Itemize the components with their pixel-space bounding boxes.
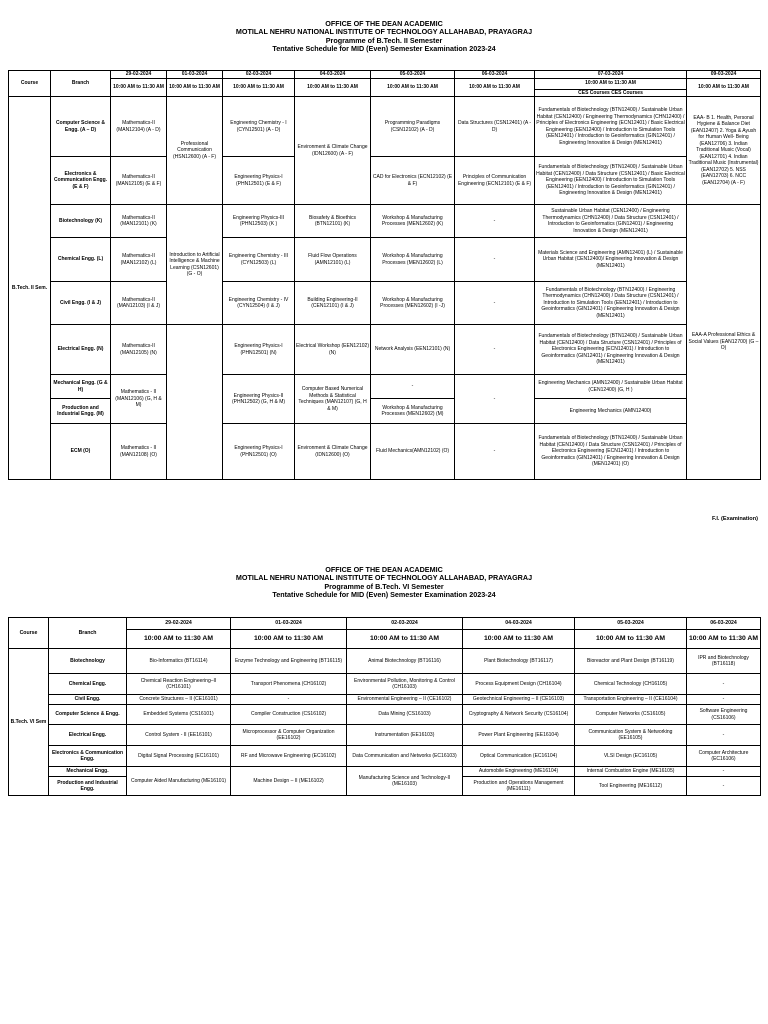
doc1-cell: Mathematics-II (MAN12103) (I & J) [111,282,167,325]
doc1-cell: Biosafety & Bioethics (BTN12101) (K) [295,205,371,238]
doc1-cell: Engineering Mechanics (AMN12400) / Sustainable Urban Habitat (CEN12400) (G, H ) [535,375,687,399]
doc2-cell: Animal Biotechnology (BT16116) [347,649,463,674]
doc2-cell: Transportation Engineering – II (CE16104) [575,695,687,705]
doc2-cell: Embedded Systems (CS16101) [127,705,231,725]
doc1-branch: Production and Industrial Engg. (M) [51,399,111,424]
doc2-cell: IPR and Biotechnology (BT16118) [687,649,761,674]
doc1-cell: Fundamentals of Biotechnology (BTN12400) / Sustainable Urban Habitat (CEN12400) / Data Structure (CSN12401) / Principles of Electronics Engineering (ECN12401) / Introduction to Geoinformatics (GIN12401) / Engineering Innovation & Design (MEN12401) [535,325,687,375]
doc2-cell: Process Equipment Design (CH16104) [463,674,575,695]
doc1-time: 10:00 AM to 11:30 AM [371,78,455,97]
doc1-cell: Mathematics-II (MAN12104) (A - D) [111,97,167,157]
doc1-cell: Engineering Physics-I (PHN12501) (O) [223,424,295,480]
doc2-branch: Civil Engg. [49,695,127,705]
doc1-cell: EAA- B 1. Health, Personal Hygiene & Balance Diet (EAN12407) 2. Yoga & Ayush for Human Well- Being (EAN12706) 3. Indian Traditional Music (Vocal) (EAN12701) 4. Indian Traditional Music (Instrumental) (EAN12702) 5. NSS (EAN12703) 6. NCC (EAN12704) (A - F) [687,97,761,205]
doc2-branch: Computer Science & Engg. [49,705,127,725]
doc2-time: 10:00 AM to 11:30 AM [687,630,761,649]
doc2-cell: Power Plant Engineering (EE16104) [463,725,575,746]
doc1-branch: Mechanical Engg. (G & H) [51,375,111,399]
doc1-cell: Professional Communication (HSN12600) (A - F) [167,97,223,205]
doc2-cell: Data Communication and Networks (EC16103) [347,746,463,767]
doc1-time: 10:00 AM to 11:30 AM [455,78,535,97]
doc1-date: 01-03-2024 [167,71,223,79]
doc1-cell: Fundamentals of Biotechnology (BTN12400) / Sustainable Urban Habitat (CEN12400) / Data Structure (CSN12401) / Principles of Electronics Engineering (ECN12401) / Introduction to Geoinformatics (GIN12401) / Engineering Innovation & Design (MEN12401) (O) [535,424,687,480]
doc2-cell: Plant Biotechnology (BT16117) [463,649,575,674]
doc1-office-title: OFFICE OF THE DEAN ACADEMIC [325,19,443,28]
doc1-cell: Sustainable Urban Habitat (CEN12400) / Engineering Thermodynamics (CHN12400) / Data Structure (CSN12401) / Introduction to Geoinformatics (GIN12401) / Engineering Innovation & Design (MEN12401) [535,205,687,238]
doc2-col-course: Course [9,618,49,649]
doc1-cell: Workshop & Manufacturing Processes (MEN12602) (I -J) [371,282,455,325]
doc1-cell: Workshop & Manufacturing Processes (MEN12602) (M) [371,399,455,424]
doc1-cell: Engineering Physics-II (PHN12502) (G, H & M) [223,375,295,424]
doc1-date: 06-03-2024 [455,71,535,79]
doc1-cell: Principles of Communication Engineering (ECN12101) (E & F) [455,157,535,205]
doc2-schedule-title: Tentative Schedule for MID (Even) Semester Examination 2023-24 [272,590,496,600]
doc1-branch: Civil Engg. (I & J) [51,282,111,325]
doc1-branch: Biotechnology (K) [51,205,111,238]
doc1-cell: Fundamentals of Biotechnology (BTN12400) / Sustainable Urban Habitat (CEN12400) / Engineering Thermodynamics (CHN12400) / Principles of Electronics Engineering (ECN12401) / Basic Electrical Engineering (EEN12400) / Introduction to Simulation Tools (EEN12401) / Introduction to Geoinformatics (GIN12401) / Engineering Innovation & Design (MEN12401) [535,97,687,157]
doc1-branch: Chemical Engg. (L) [51,238,111,282]
doc2-date: 02-03-2024 [347,618,463,630]
doc1-cell: Environment & Climate Change (IDN12600) (A - F) [295,97,371,205]
doc1-date: 05-03-2024 [371,71,455,79]
doc1-branch: Computer Science & Engg. (A – D) [51,97,111,157]
doc2-cell: Production and Operations Management (ME16111) [463,777,575,796]
doc1-cell: Workshop & Manufacturing Processes (MEN12602) (K) [371,205,455,238]
doc1-programme: Programme of B.Tech. II Semester [325,35,443,45]
doc1-time: 10:00 AM to 11:30 AM [535,78,687,89]
doc2-cell: Manufacturing Science and Technology-II (ME16103) [347,767,463,796]
doc2-cell: Cryptography & Network Security (CS16104) [463,705,575,725]
doc2-cell: Geotechnical Engineering – II (CE16103) [463,695,575,705]
doc1-cell: Engineering Chemistry - I (CYN12501) (A - D) [223,97,295,157]
doc1-branch: Electronics & Communication Engg. (E & F) [51,157,111,205]
doc1-schedule-title: Tentative Schedule for MID (Even) Semester Examination 2023-24 [272,44,496,54]
doc2-cell: Computer Aided Manufacturing (ME16101) [127,767,231,796]
doc1-cell: - [455,325,535,375]
doc1-cell: Fluid Mechanics(AMN12102) (O) [371,424,455,480]
doc2-cell: Computer Architecture (EC16106) [687,746,761,767]
doc2-cell: Transport Phenomena (CH16102) [231,674,347,695]
doc2-cell: Environmental Engineering – II (CE16102) [347,695,463,705]
doc1-cell: Engineering Mechanics (AMN12400) [535,399,687,424]
doc1-cell: Engineering Physics-I (PHN12501) (E & F) [223,157,295,205]
doc2-institute-name: MOTILAL NEHRU NATIONAL INSTITUTE OF TECHNOLOGY ALLAHABAD, PRAYAGRAJ [235,573,533,583]
doc2-time: 10:00 AM to 11:30 AM [127,630,231,649]
doc2-cell: Data Mining (CS16103) [347,705,463,725]
doc1-cell: - [455,375,535,424]
doc1-cell: Mathematics - II (MAN12106) (G, H & M) [111,375,167,424]
doc1-time: 10:00 AM to 11:30 AM [167,78,223,97]
doc1-branch: Electrical Engg. (N) [51,325,111,375]
doc2-branch: Electronics & Communication Engg. [49,746,127,767]
doc2-cell: Optical Communication (EC16104) [463,746,575,767]
doc2-branch: Biotechnology [49,649,127,674]
doc1-time: 10:00 AM to 11:30 AM [223,78,295,97]
doc2-cell: - [687,777,761,796]
doc1-cell: Building Engineering-II (CEN12101) (I & J) [295,282,371,325]
doc1-time: 10:00 AM to 11:30 AM [111,78,167,97]
doc2-cell: Communication System & Networking (EE16105) [575,725,687,746]
doc2-branch: Chemical Engg. [49,674,127,695]
doc1-institute-name: MOTILAL NEHRU NATIONAL INSTITUTE OF TECHNOLOGY ALLAHABAD, PRAYAGRAJ [235,27,533,37]
doc2-cell: Computer Networks (CS16105) [575,705,687,725]
doc2-schedule-table [8,617,761,796]
doc1-cell-empty [167,325,223,480]
doc1-date: 04-03-2024 [295,71,371,79]
doc2-cell: - [231,695,347,705]
doc2-col-branch: Branch [49,618,127,649]
doc2-time: 10:00 AM to 11:30 AM [463,630,575,649]
doc1-cell: Mathematics - II (MAN12108) (O) [111,424,167,480]
doc1-cell: CAD for Electronics (ECN12102) (E & F) [371,157,455,205]
doc1-cell: Environment & Climate Change (IDN12600) (O) [295,424,371,480]
doc1-cell: Electrical Workshop (EEN12102) (N) [295,325,371,375]
doc1-time: 10:00 AM to 11:30 AM [687,78,761,97]
doc1-cell: Fundamentals of Biotechnology (BTN12400) / Engineering Thermodynamics (CHN12400) / Data Structure (CSN12401) / Introduction to Simulation Tools (EEN12401) / Introduction to Geoinformatics (GIN12401) / Engineering Innovation & Design (MEN12401) [535,282,687,325]
doc1-cell: EAA-A Professional Ethics & Social Values (EAN12700) (G – O) [687,205,761,480]
doc2-cell: Microprocessor & Computer Organization (EE16102) [231,725,347,746]
doc2-cell: Automobile Engineering (ME16104) [463,767,575,777]
doc1-col-branch: Branch [51,71,111,97]
doc1-cell: Data Structures (CSN12401) (A - D) [455,97,535,157]
doc2-cell: - [687,725,761,746]
doc2-cell: Concrete Structures – II (CE16101) [127,695,231,705]
doc2-course-name: B.Tech. VI Sem [9,649,49,796]
doc2-cell: Control System - II (EE16101) [127,725,231,746]
doc1-cell: - [455,282,535,325]
doc1-cell: Engineering Physics-III (PHN12503) (K ) [223,205,295,238]
doc1-cell: Engineering Chemistry - IV (CYN12504) (I & J) [223,282,295,325]
doc2-date: 04-03-2024 [463,618,575,630]
doc2-date: 06-03-2024 [687,618,761,630]
doc2-date: 29-02-2024 [127,618,231,630]
doc2-cell: Bio-Informatics (BT16114) [127,649,231,674]
doc2-header [0,566,768,600]
doc1-date: 02-03-2024 [223,71,295,79]
doc2-date: 01-03-2024 [231,618,347,630]
doc1-col-course: Course [9,71,51,97]
doc2-time: 10:00 AM to 11:30 AM [575,630,687,649]
doc2-cell: Instrumentation (EE16103) [347,725,463,746]
doc2-cell: - [687,674,761,695]
doc1-time: 10:00 AM to 11:30 AM [295,78,371,97]
doc2-cell: Machine Design – II (ME16102) [231,767,347,796]
doc2-office-title: OFFICE OF THE DEAN ACADEMIC [325,565,443,574]
doc2-cell: Tool Engineering (ME16112) [575,777,687,796]
doc1-cell: Mathematics-II (MAN12105) (E & F) [111,157,167,205]
doc1-cell: Mathematics-II (MAN12101) (K) [111,205,167,238]
fi-examination-signature: F.I. (Examination) [712,516,758,522]
doc1-date: 07-03-2024 [535,71,687,79]
doc1-cell: Introduction to Artificial Intelligence & Machine Learning (CSN12601) (G - O) [167,205,223,325]
doc2-cell: Internal Combustion Engine (ME16105) [575,767,687,777]
doc1-cell: Mathematics-II (MAN12105) (N) [111,325,167,375]
doc1-schedule-table [8,70,761,480]
doc1-cell: Engineering Physics-I (PHN12501) (N) [223,325,295,375]
doc2-cell: Compiler Construction (CS16102) [231,705,347,725]
doc2-branch: Production and Industrial Engg. [49,777,127,796]
doc1-date: 29-02-2024 [111,71,167,79]
doc1-cell: Programming Paradigms (CSN12102) (A - D) [371,97,455,157]
doc1-cell: Network Analysis (EEN12101) (N) [371,325,455,375]
doc1-cell: Fundamentals of Biotechnology (BTN12400) / Sustainable Urban Habitat (CEN12400) / Data Structure (CSN12401) / Basic Electrical Engineering (EEN12400) / Introduction to Simulation Tools (EEN12401) / Introduction to Geoinformatics (GIN12401) / Engineering Innovation & Design (MEN12401) [535,157,687,205]
doc1-course-name: B.Tech. II Sem. [9,97,51,480]
doc1-branch: ECM (O) [51,424,111,480]
doc2-cell: - [687,695,761,705]
doc1-cell: Fluid Flow Operations (AMN12101) (L) [295,238,371,282]
doc2-cell: Enzyme Technology and Engineering (BT16115) [231,649,347,674]
doc2-time: 10:00 AM to 11:30 AM [347,630,463,649]
doc2-cell: Environmental Pollution, Monitoring & Control (CH16103) [347,674,463,695]
doc1-cell: - [455,424,535,480]
doc2-programme: Programme of B.Tech. VI Semester [324,581,444,591]
doc2-cell: Bioreactor and Plant Design (BT16119) [575,649,687,674]
doc2-date: 05-03-2024 [575,618,687,630]
doc1-header [0,20,768,54]
doc2-cell: Chemical Technology (CH16105) [575,674,687,695]
doc1-date: 09-03-2024 [687,71,761,79]
doc1-ces-courses: CES Courses CES Courses [535,89,687,97]
doc2-cell: Chemical Reaction Engineering–II (CH16101) [127,674,231,695]
doc1-cell: - [455,205,535,238]
doc1-cell: Engineering Chemistry - III (CYN12503) (L) [223,238,295,282]
doc2-time: 10:00 AM to 11:30 AM [231,630,347,649]
doc1-cell: Materials Science and Engineering (AMN12401) (L) / Sustainable Urban Habitat (CEN12400)/ Engineering Innovation & Design (MEN12401) [535,238,687,282]
doc1-cell: - [455,238,535,282]
doc1-cell: - [371,375,455,399]
doc1-cell: Mathematics-II (MAN12102) (L) [111,238,167,282]
doc2-cell: RF and Microwave Engineering (EC16102) [231,746,347,767]
doc2-cell: Software Engineering (CS16106) [687,705,761,725]
doc2-branch: Electrical Engg. [49,725,127,746]
doc2-cell: Digital Signal Processing (EC16101) [127,746,231,767]
doc2-cell: VLSI Design (EC16105) [575,746,687,767]
doc1-cell: Computer Based Numerical Methods & Statistical Techniques (MAN12107) (G, H & M) [295,375,371,424]
doc1-cell: Workshop & Manufacturing Processes (MEN12602) (L) [371,238,455,282]
doc2-branch: Mechanical Engg. [49,767,127,777]
doc2-cell: - [687,767,761,777]
